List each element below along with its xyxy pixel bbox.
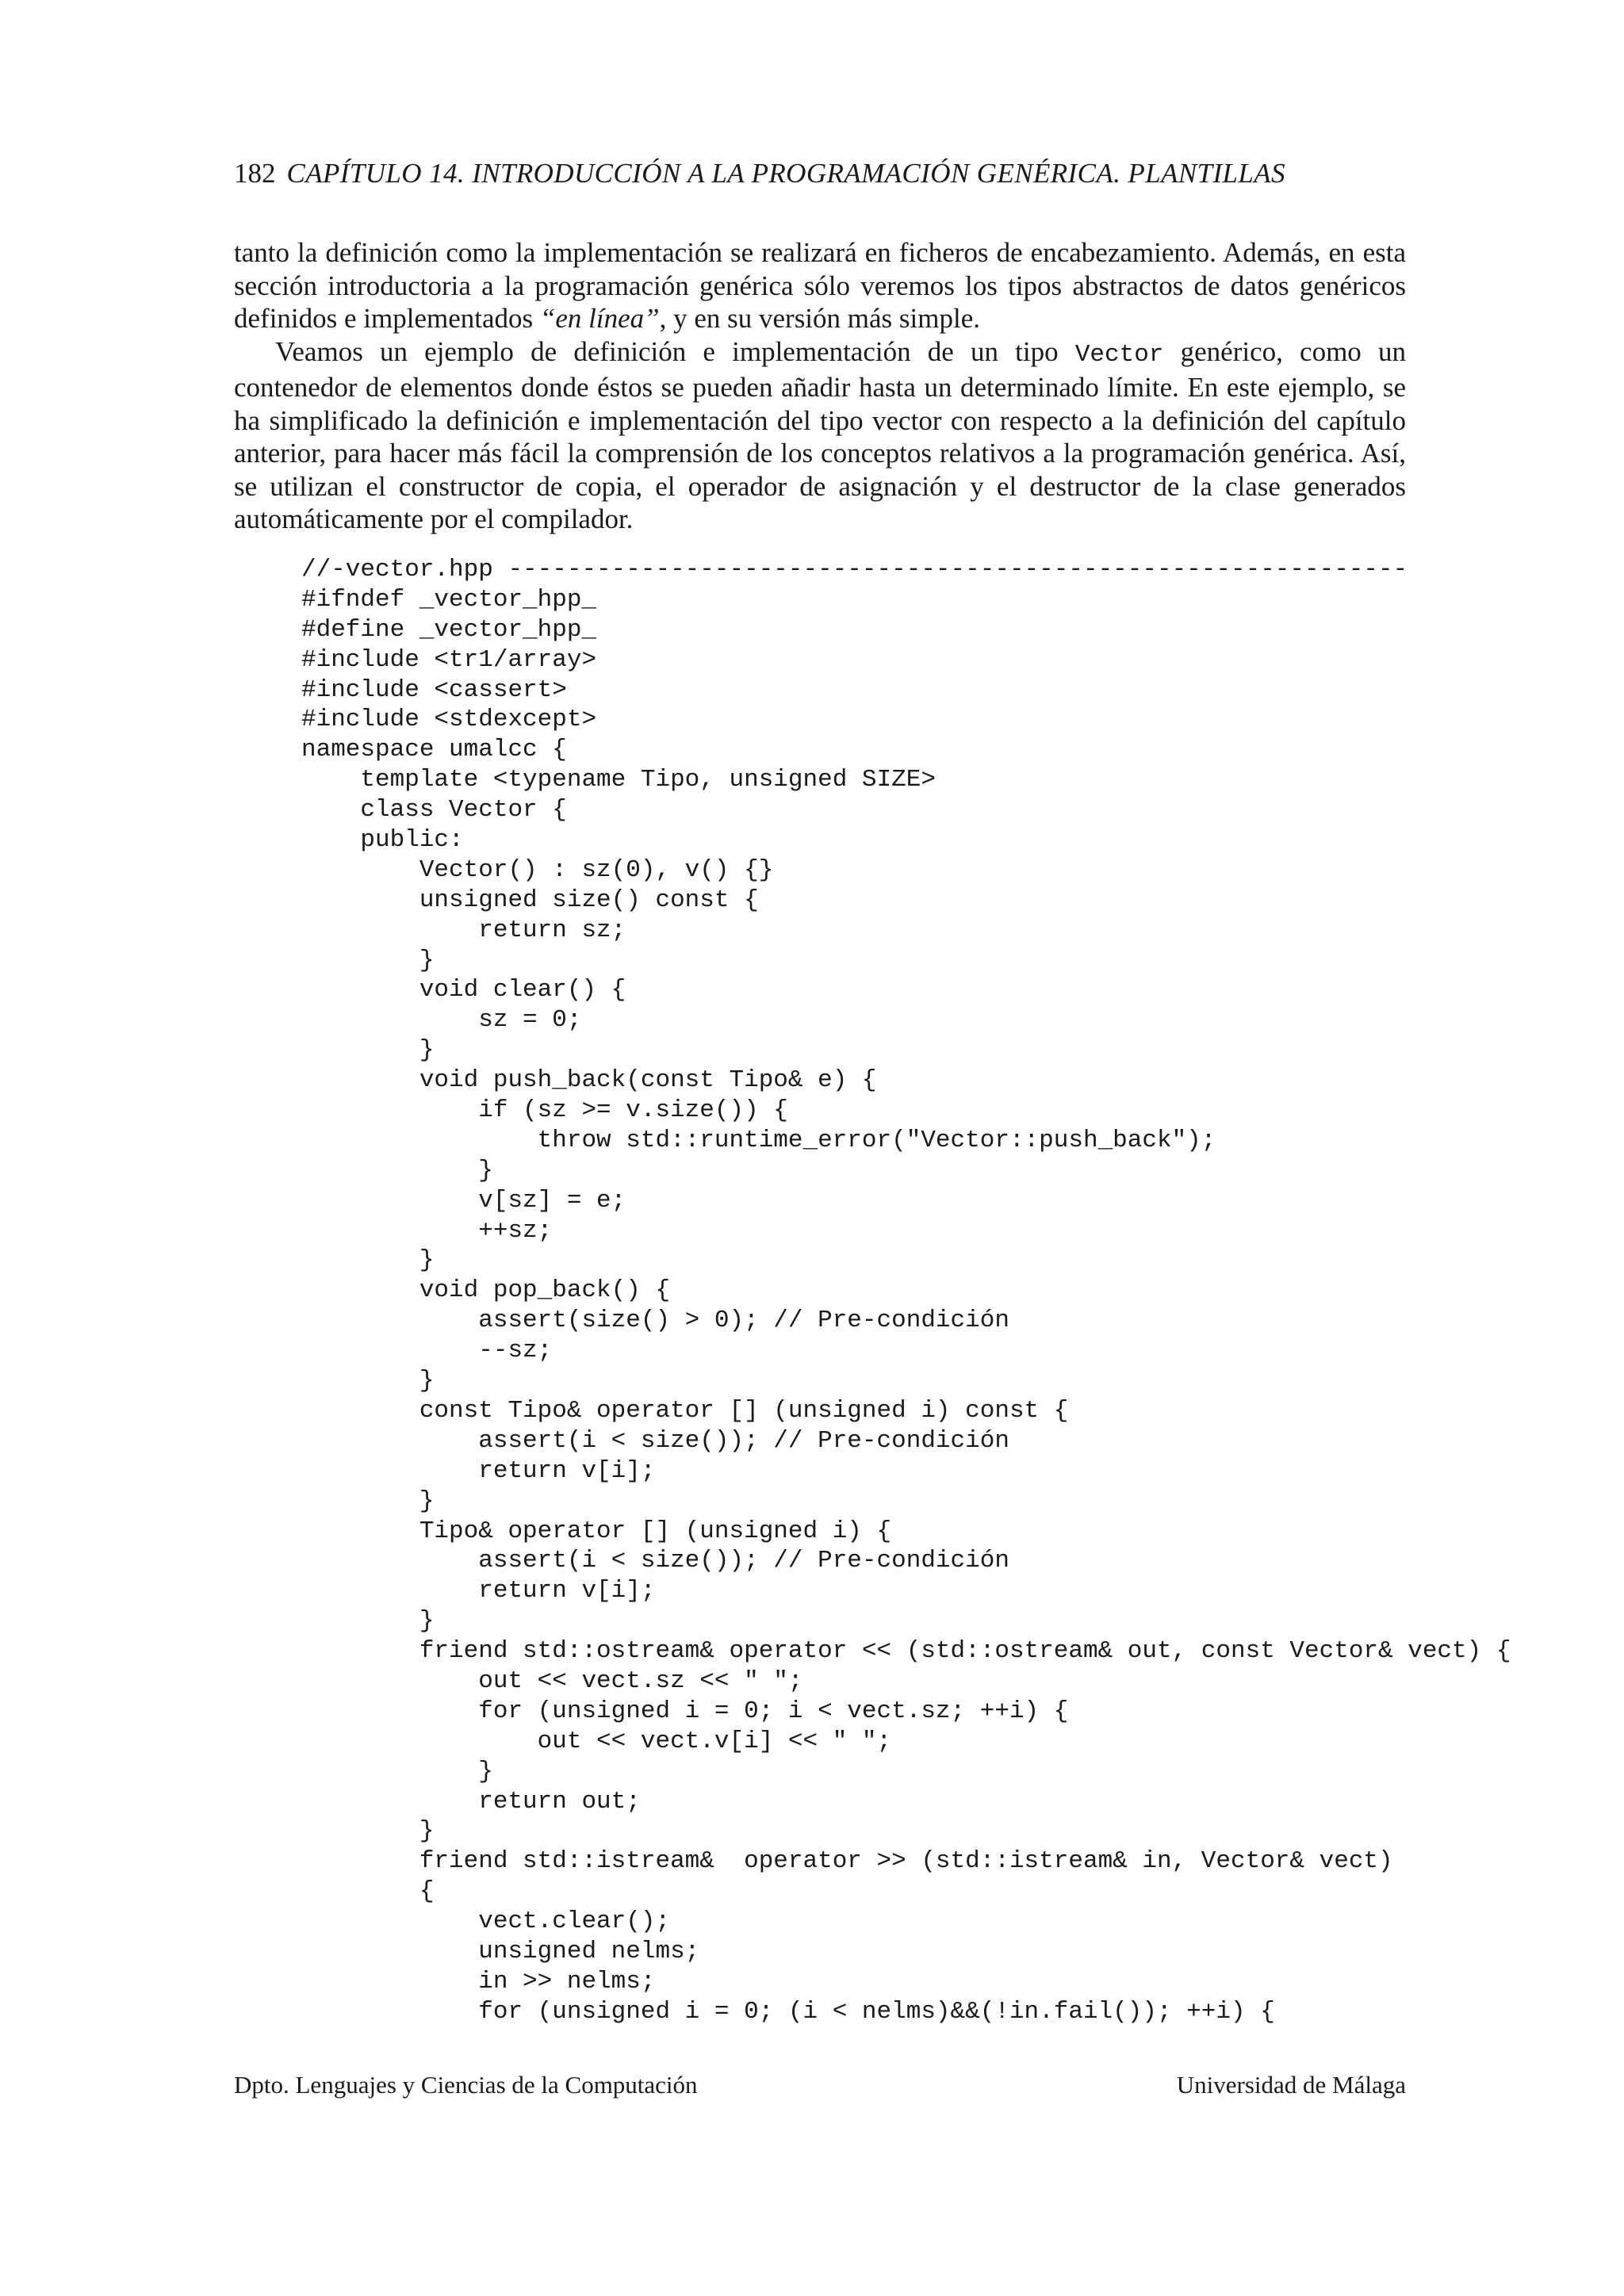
code-line: vect.clear(); bbox=[301, 1908, 671, 1936]
code-line: sz = 0; bbox=[301, 1006, 582, 1035]
code-line: return v[i]; bbox=[301, 1456, 656, 1485]
code-line: } bbox=[301, 1156, 493, 1184]
code-line: Vector() : sz(0), v() {} bbox=[301, 855, 774, 884]
code-line: ++sz; bbox=[301, 1216, 553, 1245]
code-line: } bbox=[301, 946, 435, 974]
code-line: for (unsigned i = 0; (i < nelms)&&(!in.fail()); ++i) { bbox=[301, 1997, 1275, 2026]
code-line: #ifndef _vector_hpp_ bbox=[301, 585, 597, 614]
running-header bbox=[234, 156, 1406, 191]
chapter-title: CAPÍTULO 14. INTRODUCCIÓN A LA PROGRAMACIÓN GENÉRICA. PLANTILLAS bbox=[286, 158, 1285, 189]
code-line: throw std::runtime_error("Vector::push_back"); bbox=[301, 1126, 1216, 1154]
code-line: if (sz >= v.size()) { bbox=[301, 1096, 788, 1125]
footer-university: Universidad de Málaga bbox=[1176, 2071, 1406, 2099]
code-line: } bbox=[301, 1757, 493, 1785]
code-line: } bbox=[301, 1487, 435, 1515]
code-line: class Vector { bbox=[301, 796, 567, 825]
code-line: namespace umalcc { bbox=[301, 736, 567, 764]
paragraph-2-text-before: Veamos un ejemplo de definición e implementación de un tipo bbox=[275, 335, 1075, 367]
code-line: return v[i]; bbox=[301, 1577, 656, 1605]
code-line: } bbox=[301, 1246, 435, 1275]
code-line: return out; bbox=[301, 1787, 641, 1816]
paragraph-1-text-after: , y en su versión más simple. bbox=[659, 303, 980, 334]
code-line: #include <cassert> bbox=[301, 675, 567, 704]
paragraph-1-emphasis: “en línea” bbox=[539, 303, 660, 334]
code-line: #define _vector_hpp_ bbox=[301, 615, 597, 644]
body-text bbox=[234, 236, 1406, 536]
code-line: } bbox=[301, 1036, 435, 1065]
code-line: void pop_back() { bbox=[301, 1276, 671, 1305]
code-line: v[sz] = e; bbox=[301, 1186, 626, 1215]
code-line: #include <tr1/array> bbox=[301, 645, 597, 674]
code-line: --sz; bbox=[301, 1337, 553, 1365]
code-line: friend std::ostream& operator << (std::ostream& out, const Vector& vect) { bbox=[301, 1637, 1511, 1666]
code-line: out << vect.v[i] << " "; bbox=[301, 1727, 892, 1755]
code-line: in >> nelms; bbox=[301, 1967, 656, 1996]
code-line: void clear() { bbox=[301, 976, 626, 1004]
code-line: const Tipo& operator [] (unsigned i) const { bbox=[301, 1396, 1069, 1425]
code-line: template <typename Tipo, unsigned SIZE> bbox=[301, 766, 936, 794]
code-line: } bbox=[301, 1817, 435, 1846]
paragraph-2 bbox=[234, 335, 1406, 536]
inline-code-vector: Vector bbox=[1074, 340, 1164, 369]
code-line: assert(i < size()); // Pre-condición bbox=[301, 1547, 1009, 1575]
code-listing bbox=[301, 555, 1511, 2027]
code-line: //-vector.hpp ------------------------------------------------------------- bbox=[301, 556, 1408, 584]
code-line: friend std::istream& operator >> (std::istream& in, Vector& vect) bbox=[301, 1847, 1393, 1876]
code-line: unsigned size() const { bbox=[301, 886, 759, 914]
code-line: assert(i < size()); // Pre-condición bbox=[301, 1426, 1009, 1455]
paragraph-2-text-after: genérico, como un contenedor de elementos donde éstos se pueden añadir hasta un determinado límite. En este ejemplo, se ha simplificado la definición e implementación del tipo vector con respecto a la definición del capítulo anterior, para hacer más fácil la comprensión de los conceptos relativos a la programación genérica. Así, se utilizan el constructor de copia, el operador de asignación y el destructor de la clase generados automáticamente por el compilador. bbox=[234, 335, 1406, 534]
code-line: { bbox=[301, 1877, 435, 1906]
footer-department: Dpto. Lenguajes y Ciencias de la Computación bbox=[234, 2071, 698, 2099]
code-line: unsigned nelms; bbox=[301, 1937, 700, 1965]
code-line: #include <stdexcept> bbox=[301, 706, 597, 734]
code-line: return sz; bbox=[301, 916, 626, 944]
code-line: out << vect.sz << " "; bbox=[301, 1667, 803, 1695]
paragraph-1-text-before: tanto la definición como la implementación se realizará en ficheros de encabezamiento. Además, en esta sección introductoria a la programación genérica sólo veremos los tipos abstractos de datos genéricos definidos e implementados bbox=[234, 237, 1406, 334]
paragraph-1 bbox=[234, 236, 1406, 335]
code-line: public: bbox=[301, 826, 464, 855]
code-line: Tipo& operator [] (unsigned i) { bbox=[301, 1517, 892, 1545]
page-number: 182 bbox=[234, 158, 276, 189]
code-line: void push_back(const Tipo& e) { bbox=[301, 1066, 877, 1095]
code-line: assert(size() > 0); // Pre-condición bbox=[301, 1307, 1009, 1335]
code-line: } bbox=[301, 1607, 435, 1636]
code-line: for (unsigned i = 0; i < vect.sz; ++i) { bbox=[301, 1697, 1069, 1725]
code-line: } bbox=[301, 1367, 435, 1395]
